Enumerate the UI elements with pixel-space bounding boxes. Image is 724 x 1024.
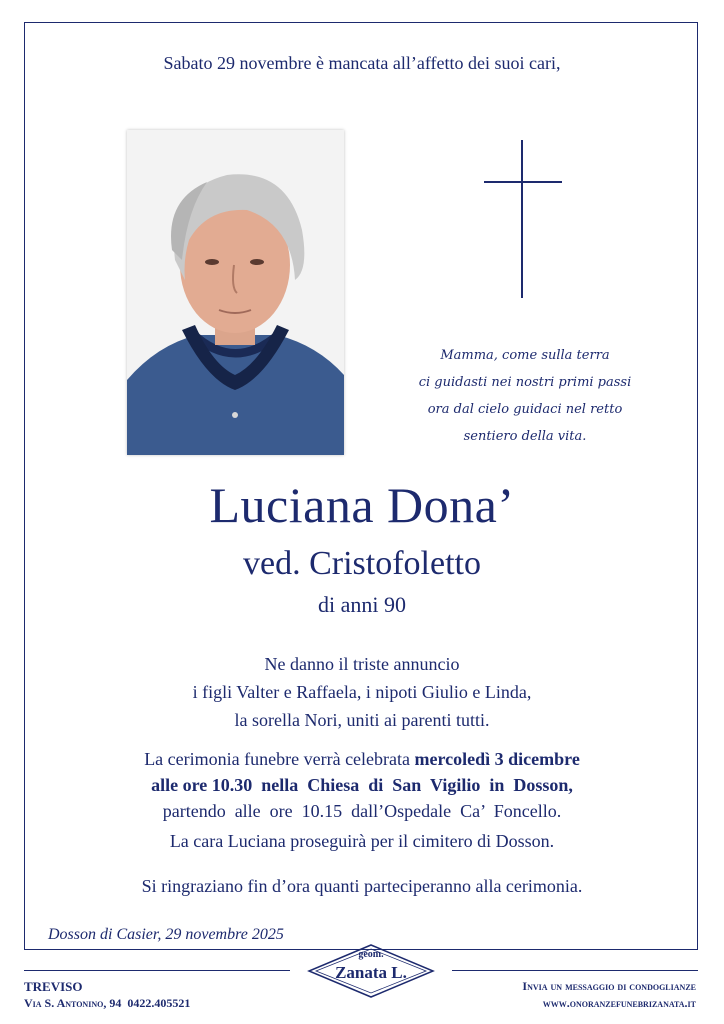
ceremony-line-2 — [0, 772, 724, 798]
verse-line: sentiero della vita. — [463, 429, 587, 444]
burial-text: La cara Luciana proseguirà per il cimitero di Dosson. — [169, 831, 555, 851]
announcement-line: i figli Valter e Raffaela, i nipoti Giulio e Linda, — [192, 682, 532, 702]
condolence-label: Invia un messaggio di condoglianze — [522, 979, 696, 993]
deceased-name: Luciana Dona’ — [209, 477, 515, 533]
announcement-line: la sorella Nori, uniti ai parenti tutti. — [234, 710, 490, 730]
announcement-line: Ne danno il triste annuncio — [264, 654, 460, 674]
footer-city: TREVISO — [24, 979, 83, 994]
announcement — [0, 650, 724, 734]
verse-line: ci guidasti nei nostri primi passi — [418, 375, 632, 390]
logo-prefix: geom. — [358, 949, 384, 960]
logo-name: Zanata L. — [335, 963, 407, 982]
intro-text: Sabato 29 novembre è mancata all’affetto dei suoi cari, — [163, 53, 561, 73]
footer-divider-right — [452, 970, 698, 971]
footer-divider-left — [24, 970, 290, 971]
thanks-text: Si ringraziano fin d’ora quanti parteciperanno alla cerimonia. — [141, 876, 583, 896]
verse-line: Mamma, come sulla terra — [440, 348, 610, 363]
footer-phone: 0422.405521 — [127, 996, 191, 1010]
footer-contact — [522, 978, 696, 1012]
dateline: Dosson di Casier, 29 novembre 2025 — [48, 926, 284, 943]
funeral-home-logo — [306, 942, 436, 1000]
portrait-illustration — [127, 130, 344, 455]
ceremony-date: mercoledì 3 dicembre — [414, 749, 580, 769]
ceremony-time-place: alle ore 10.30 nella Chiesa di San Vigilio in Dosson, — [151, 775, 573, 795]
footer-address — [24, 978, 190, 1012]
memorial-verse — [400, 342, 650, 450]
website-link[interactable]: www.onoranzefunebrizanata.it — [542, 996, 696, 1010]
footer-street: Via S. Antonino, 94 — [24, 996, 122, 1010]
ceremony-intro: La cerimonia funebre verrà celebrata — [144, 749, 415, 769]
deceased-age: di anni 90 — [318, 592, 406, 617]
ceremony-line-1 — [0, 746, 724, 772]
widow-of: ved. Cristofoletto — [243, 545, 481, 582]
cross-icon — [484, 140, 562, 300]
portrait-photo — [127, 130, 344, 455]
ceremony-line-3: partendo alle ore 10.15 dall’Ospedale Ca’ Foncello. — [162, 801, 562, 821]
ceremony-details — [0, 746, 724, 824]
verse-line: ora dal cielo guidaci nel retto — [427, 402, 623, 417]
